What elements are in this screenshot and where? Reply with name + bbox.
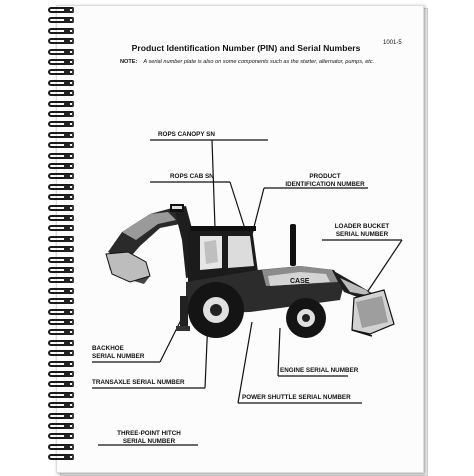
label-backhoe-line2: SERIAL NUMBER — [92, 352, 145, 360]
backhoe-arm — [106, 204, 196, 284]
rear-wheel — [188, 282, 244, 338]
label-rops-canopy: ROPS CANOPY SN — [158, 131, 215, 138]
label-product-id-line2: IDENTIFICATION NUMBER — [285, 180, 365, 188]
label-three-point-line2: SERIAL NUMBER — [122, 437, 176, 445]
label-transaxle: TRANSAXLE SERIAL NUMBER — [92, 379, 185, 386]
label-product-id — [270, 173, 380, 188]
label-rops-cab: ROPS CAB SN — [170, 173, 214, 180]
page-title: Product Identification Number (PIN) and Serial Numbers — [131, 43, 361, 53]
label-backhoe — [92, 345, 164, 360]
page-number: 1001-5 — [383, 40, 402, 46]
label-three-point-hitch — [104, 430, 194, 445]
label-engine: ENGINE SERIAL NUMBER — [280, 367, 359, 374]
brand-decal: CASE — [290, 278, 310, 285]
note-text: A serial number plate is also on some components such as the starter, alternator, pumps, etc. — [143, 59, 375, 65]
label-power-shuttle: POWER SHUTTLE SERIAL NUMBER — [242, 394, 351, 401]
note-label: NOTE: — [120, 59, 138, 65]
label-loader-bucket-line2: SERIAL NUMBER — [335, 230, 389, 238]
front-wheel — [286, 298, 326, 338]
loader-bucket — [352, 290, 394, 336]
label-loader-bucket — [318, 223, 406, 238]
label-three-point-line1: THREE-POINT HITCH — [117, 430, 181, 437]
label-backhoe-line1: BACKHOE — [92, 345, 124, 352]
label-product-id-line1: PRODUCT — [309, 173, 341, 180]
label-loader-bucket-line1: LOADER BUCKET — [334, 223, 390, 230]
